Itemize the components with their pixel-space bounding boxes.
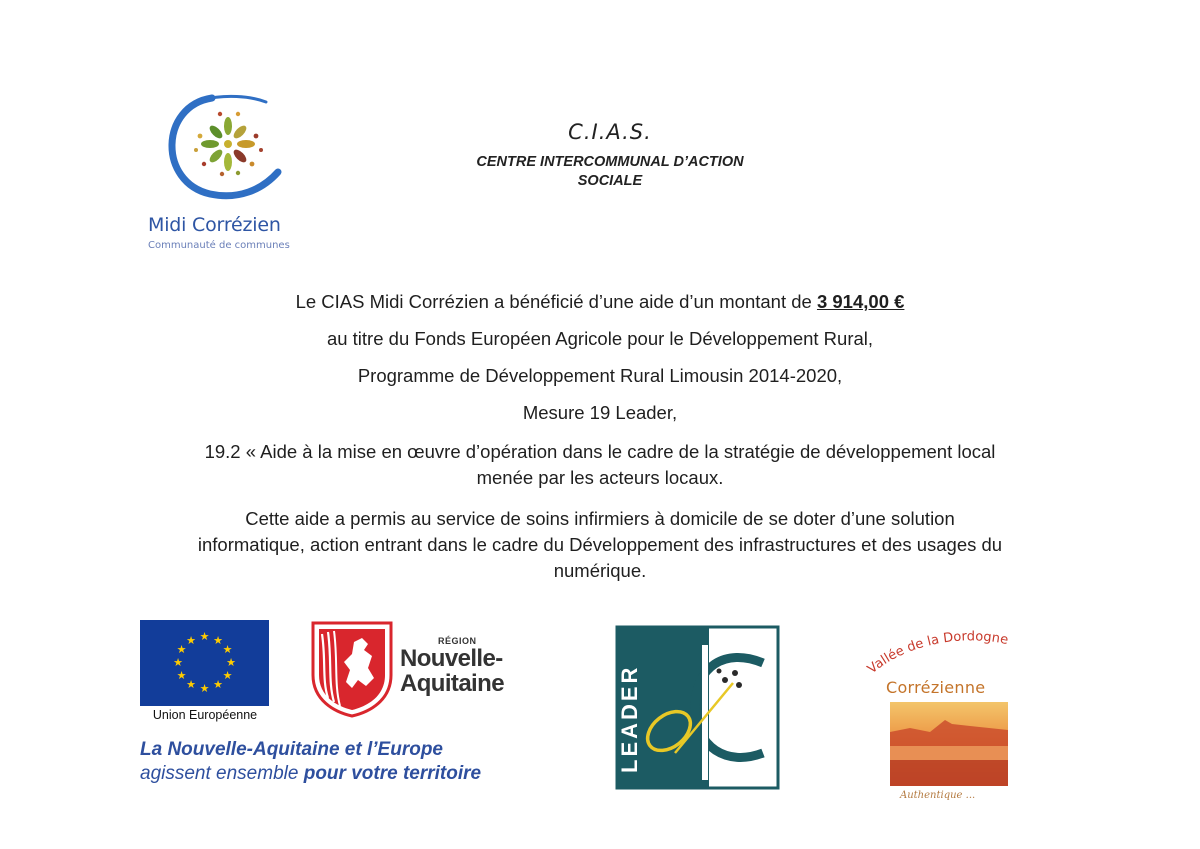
- funding-amount: 3 914,00 €: [816, 291, 905, 312]
- region-logo: [308, 620, 538, 720]
- eu-logo: [140, 620, 270, 730]
- measure-line: Mesure 19 Leader,: [522, 402, 678, 423]
- midi-correzien-logo: [140, 92, 320, 262]
- description-line-1: Cette aide a permis au service de soins infirmiers à domicile de se doter d’une solution: [245, 508, 955, 529]
- description-line-2: informatique, action entrant dans le cadre du Développement des infrastructures et des usages du: [197, 534, 1003, 555]
- region-name-line-1: Nouvelle-: [400, 645, 503, 672]
- region-name-line-2: Aquitaine: [400, 670, 504, 697]
- leader-text: LEADER: [617, 664, 642, 773]
- tagline-bold: pour votre territoire: [303, 763, 482, 784]
- svg-text:★: ★: [176, 669, 187, 682]
- vallee-dordogne-logo: [860, 630, 1035, 810]
- svg-text:★: ★: [226, 656, 236, 669]
- funding-amount-line: [80, 289, 1120, 315]
- tagline-line-2: [140, 762, 560, 786]
- svg-text:★: ★: [186, 678, 196, 691]
- leaf-ring-icon: [140, 92, 320, 217]
- svg-text:★: ★: [176, 643, 187, 656]
- cias-acronym: C.I.A.S.: [568, 120, 652, 144]
- lion-shield-icon: [310, 620, 394, 718]
- partnership-tagline: [140, 738, 560, 786]
- logo-subtitle: Communauté de communes: [148, 240, 290, 251]
- sub-measure-line-2: menée par les acteurs locaux.: [476, 467, 724, 488]
- vallee-name: Corrézienne: [886, 678, 986, 697]
- vallee-tagline: Authentique ...: [900, 790, 976, 801]
- svg-text:★: ★: [213, 678, 223, 691]
- leader-logo: [615, 625, 780, 790]
- svg-text:Vallée de la Dordogne: Vallée de la Dordogne: [864, 630, 1010, 678]
- tagline-regular: agissent ensemble: [140, 763, 304, 784]
- description-line-3: numérique.: [553, 560, 647, 581]
- fund-line: au titre du Fonds Européen Agricole pour le Développement Rural,: [326, 328, 874, 349]
- eu-flag-icon: [140, 620, 269, 706]
- svg-text:★: ★: [222, 643, 233, 656]
- svg-text:★: ★: [222, 669, 233, 682]
- funding-intro-text: Le CIAS Midi Corrézien a bénéficié d’une aide d’un montant de: [295, 291, 817, 312]
- svg-text:★: ★: [199, 630, 210, 643]
- region-name: [400, 646, 540, 696]
- svg-text:★: ★: [173, 656, 183, 669]
- svg-text:★: ★: [186, 634, 196, 647]
- sub-measure-line-1: 19.2 « Aide à la mise en œuvre d’opération dans le cadre de la stratégie de développement local: [204, 441, 996, 462]
- tagline-line-1: La Nouvelle-Aquitaine et l’Europe: [140, 739, 443, 760]
- eu-caption: Union Européenne: [152, 708, 258, 722]
- vallee-arc-text: [860, 630, 1035, 680]
- svg-text:★: ★: [199, 682, 210, 695]
- cias-full-name: CENTRE INTERCOMMUNAL D’ACTION SOCIALE: [476, 154, 744, 189]
- region-label: RÉGION: [438, 636, 477, 646]
- programme-line: Programme de Développement Rural Limousin 2014-2020,: [357, 365, 843, 386]
- logo-name: Midi Corrézien: [148, 214, 281, 236]
- svg-text:★: ★: [213, 634, 223, 647]
- header-title: [400, 120, 820, 191]
- landscape-icon: [890, 702, 1008, 786]
